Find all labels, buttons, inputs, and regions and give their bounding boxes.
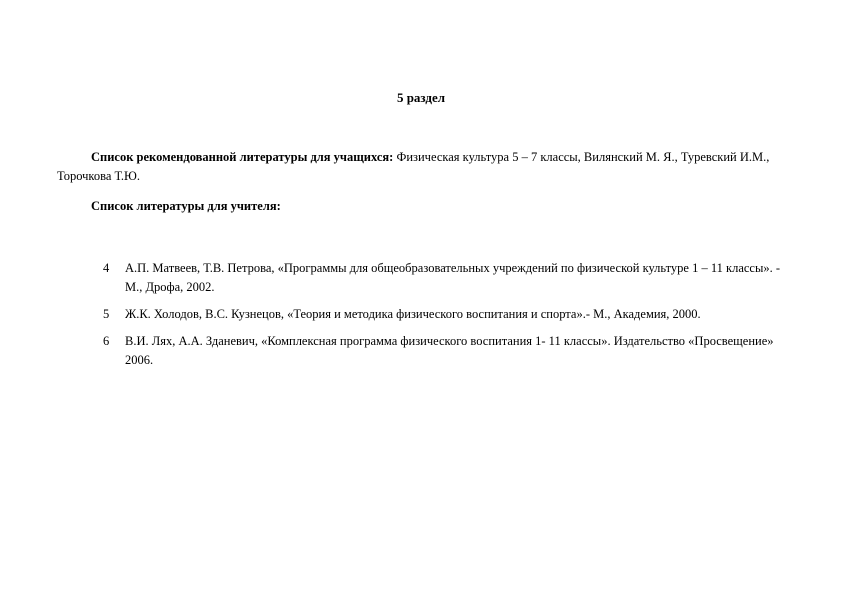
reference-text: А.П. Матвеев, Т.В. Петрова, «Программы для общеобразовательных учреждений по физической культуре 1 – 11 классы». - М., Дрофа, 2002. [125,261,781,294]
reference-item [103,332,783,370]
reference-text: В.И. Лях, А.А. Зданевич, «Комплексная программа физического воспитания 1- 11 классы». Издательство «Просвещение» 2006. [125,334,774,367]
teacher-literature-heading: Список литературы для учителя: [91,199,281,213]
reference-number: 4 [103,261,110,275]
reference-text: Ж.К. Холодов, В.С. Кузнецов, «Теория и методика физического воспитания и спорта».- М., Академия, 2000. [125,307,701,321]
students-literature-text: Физическая культура 5 – 7 классы, Вилянский М. Я., Туревский И.М., Торочкова Т.Ю. [57,150,770,183]
section-title: 5 раздел [396,90,446,105]
teacher-references-list [103,259,783,378]
students-literature-heading: Список рекомендованной литературы для учащихся: [91,150,394,164]
reference-number: 6 [103,334,110,348]
teacher-literature-paragraph [57,197,787,216]
reference-item [103,259,783,297]
students-literature-paragraph [57,148,787,186]
reference-number: 5 [103,307,110,321]
reference-item [103,305,783,324]
